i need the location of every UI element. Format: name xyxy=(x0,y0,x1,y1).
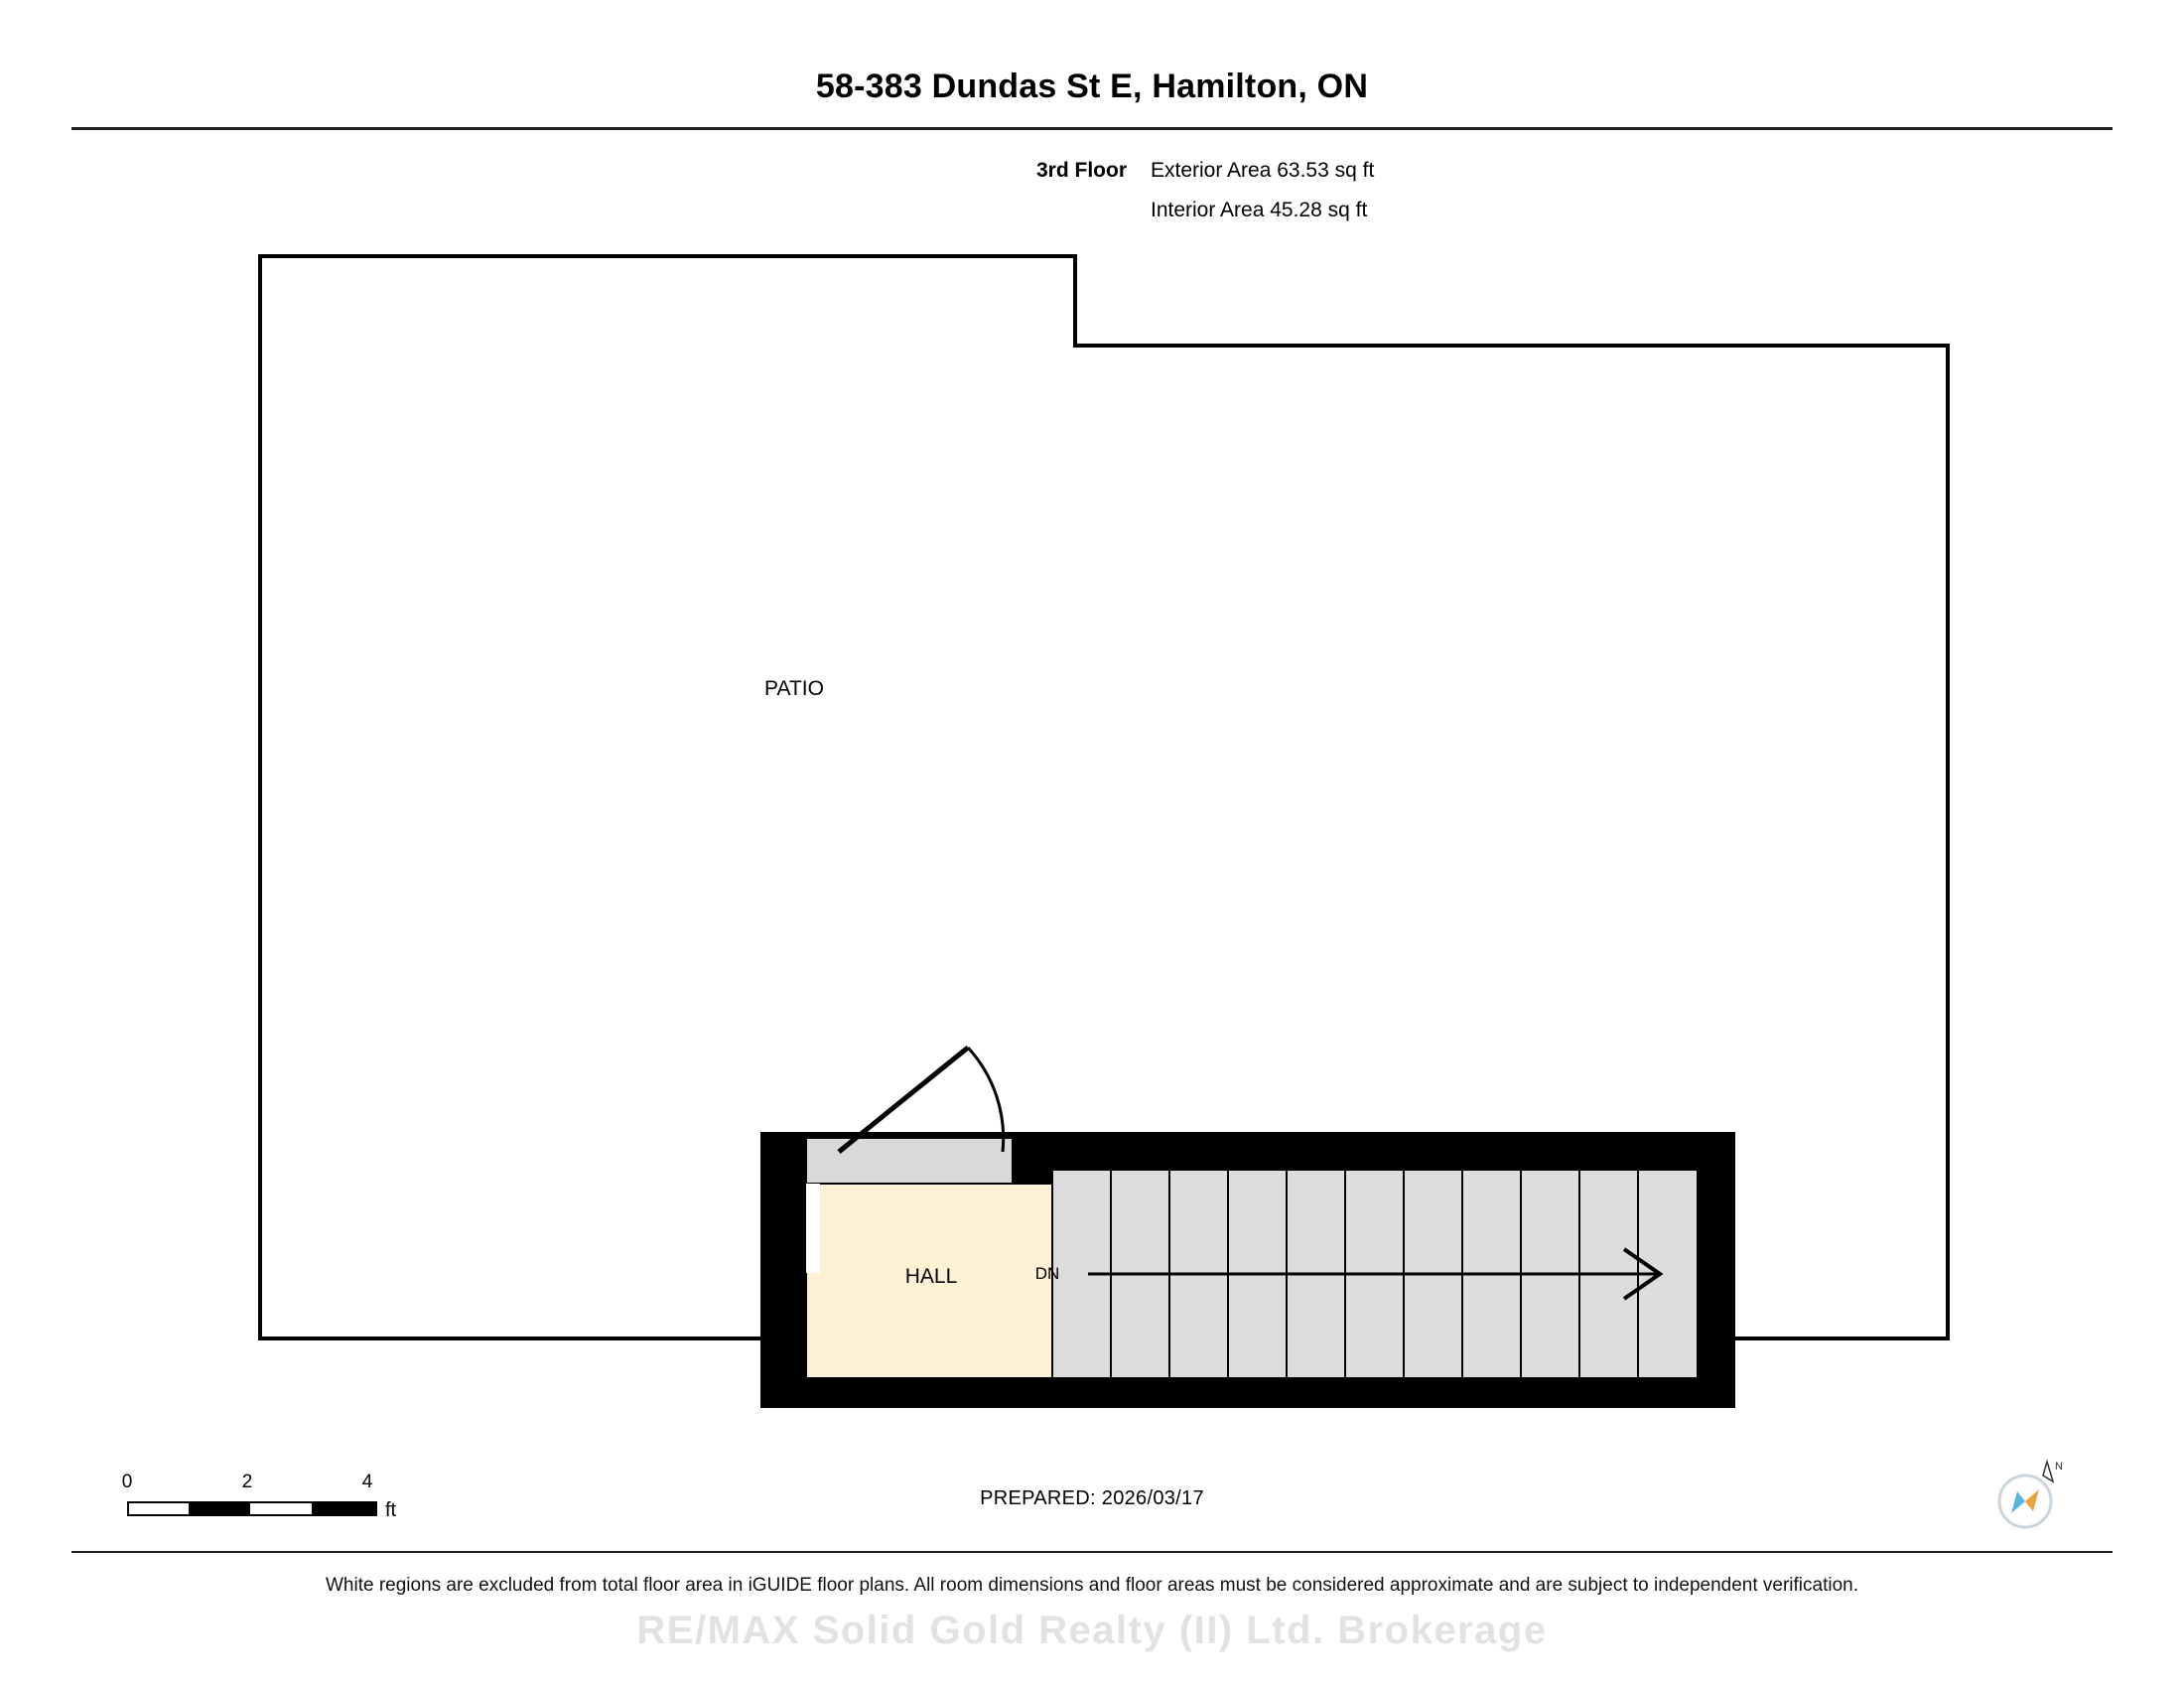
room-label-patio: PATIO xyxy=(764,677,824,700)
scale-tick-2: 2 xyxy=(241,1472,253,1492)
hall-wall-notch xyxy=(806,1184,820,1273)
interior-area-value: Interior Area 45.28 sq ft xyxy=(1151,199,1368,221)
page-title: 58-383 Dundas St E, Hamilton, ON xyxy=(815,68,1369,105)
brokerage-watermark: RE/MAX Solid Gold Realty (II) Ltd. Brokerage xyxy=(636,1609,1548,1652)
prepared-date: PREPARED: 2026/03/17 xyxy=(980,1487,1204,1509)
stair-label-dn: DN xyxy=(1034,1264,1060,1283)
exterior-area-value: Exterior Area 63.53 sq ft xyxy=(1151,159,1375,182)
scale-tick-4: 4 xyxy=(361,1472,373,1492)
scale-unit-label: ft xyxy=(385,1499,397,1521)
scale-tick-0: 0 xyxy=(121,1472,133,1492)
footer-divider xyxy=(71,1551,2113,1553)
floor-label: 3rd Floor xyxy=(1035,159,1127,182)
svg-text:N: N xyxy=(2055,1461,2063,1473)
disclaimer-text: White regions are excluded from total floor area in iGUIDE floor plans. All room dimensions and floor areas must be considered approximate and are subject to independent verification. xyxy=(325,1575,1859,1596)
landing-area xyxy=(806,1138,1013,1184)
compass-icon xyxy=(1985,1452,2071,1537)
room-label-hall: HALL xyxy=(904,1265,958,1288)
